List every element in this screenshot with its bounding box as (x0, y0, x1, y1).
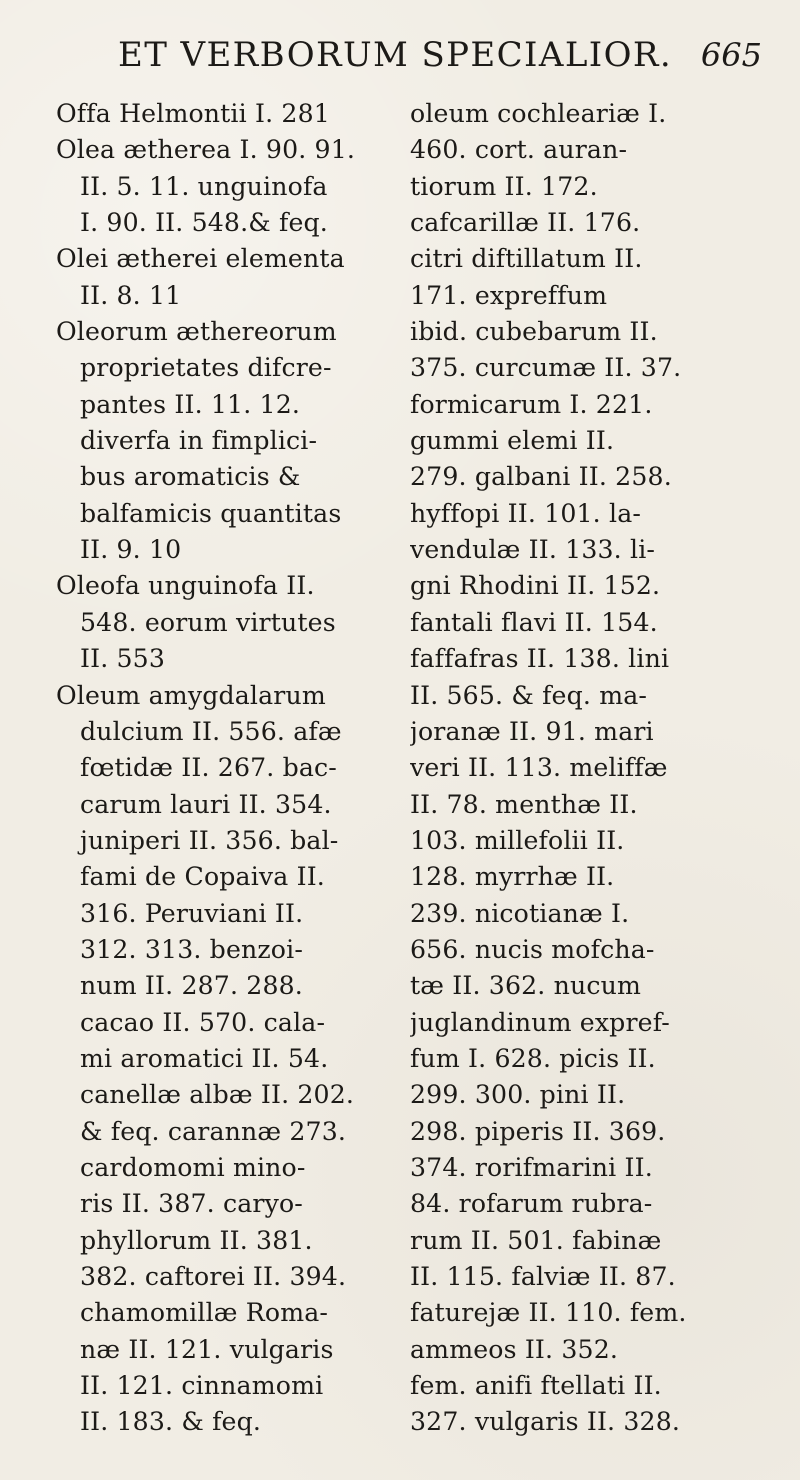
right-index-line: vendulæ II. 133. li- (410, 535, 656, 565)
right-index-line: oleum cochleariæ I. (410, 99, 667, 128)
left-index-line: phyllorum II. 381. (80, 1225, 313, 1255)
left-index-line: 312. 313. benzoi- (80, 934, 303, 964)
right-index-line: citri diftillatum II. (410, 244, 643, 274)
right-index-line: hyffopi II. 101. la- (410, 498, 642, 528)
left-index-line: balfamicis quantitas (80, 498, 342, 528)
right-index-line: ammeos II. 352. (410, 1334, 619, 1364)
left-index-line: II. 8. 11 (80, 280, 182, 310)
left-index-column (56, 96, 388, 1441)
left-index-line: dulcium II. 556. afæ (80, 716, 342, 746)
right-index-line: fem. anifi ftellati II. (410, 1371, 662, 1401)
left-index-line: juniperi II. 356. bal- (80, 825, 339, 855)
left-index-line: Oleum amygdalarum (56, 680, 326, 710)
right-index-line: II. 115. falviæ II. 87. (410, 1262, 676, 1291)
right-index-line: rum II. 501. fabinæ (410, 1225, 662, 1255)
left-index-line: proprietates difcre- (80, 353, 332, 383)
left-index-line: pantes II. 11. 12. (80, 389, 301, 419)
left-index-line: næ II. 121. vulgaris (80, 1334, 334, 1364)
left-index-line: num II. 287. 288. (80, 971, 303, 1001)
right-index-line: veri II. 113. meliffæ (410, 753, 668, 783)
right-index-line: tiorum II. 172. (410, 171, 598, 201)
running-title: ET VERBORUM SPECIALIOR. (118, 35, 673, 75)
left-index-line: bus aromaticis & (80, 462, 301, 492)
left-index-line: 382. caftorei II. 394. (80, 1262, 347, 1291)
right-index-line: 656. nucis mofcha- (410, 934, 655, 964)
left-index-line: II. 5. 11. unguinofa (80, 171, 328, 201)
right-index-line: tæ II. 362. nucum (410, 971, 642, 1001)
left-index-line: I. 90. II. 548.& feq. (80, 208, 328, 238)
left-index-line: fœtidæ II. 267. bac- (80, 753, 337, 783)
right-index-line: joranæ II. 91. mari (410, 716, 654, 746)
left-index-line: 316. Peruviani II. (80, 898, 304, 928)
left-index-line: chamomillæ Roma- (80, 1298, 329, 1328)
right-index-line: 327. vulgaris II. 328. (410, 1407, 681, 1437)
left-index-line: mi aromatici II. 54. (80, 1043, 329, 1073)
left-index-line: II. 183. & feq. (80, 1407, 262, 1437)
left-index-line: Oleofa unguinofa II. (56, 571, 315, 601)
left-index-line: Offa Helmontii I. 281 (56, 99, 330, 128)
left-index-line: diverfa in fimplici- (80, 426, 318, 456)
left-index-line: II. 553 (80, 644, 166, 674)
right-index-line: 279. galbani II. 258. (410, 462, 672, 492)
left-index-line: carum lauri II. 354. (80, 789, 332, 819)
right-index-line: gummi elemi II. (410, 426, 615, 456)
right-index-line: 128. myrrhæ II. (410, 862, 615, 892)
left-index-line: II. 121. cinnamomi (80, 1371, 324, 1401)
right-index-line: fum I. 628. picis II. (410, 1043, 656, 1073)
page-header (0, 35, 800, 98)
left-index-line: & feq. carannæ 273. (80, 1116, 347, 1146)
right-index-line: cafcarillæ II. 176. (410, 208, 641, 238)
right-index-line: faturejæ II. 110. fem. (410, 1298, 687, 1328)
right-index-line: gni Rhodini II. 152. (410, 571, 661, 601)
right-index-line: 103. millefolii II. (410, 825, 625, 855)
left-index-line: 548. eorum virtutes (80, 607, 336, 637)
right-index-line: 84. rofarum rubra- (410, 1189, 653, 1219)
right-index-line: juglandinum expref- (410, 1007, 670, 1037)
left-index-line: Olea ætherea I. 90. 91. (56, 135, 356, 165)
right-index-line: formicarum I. 221. (410, 389, 653, 419)
left-index-line: Olei ætherei elementa (56, 244, 345, 274)
right-index-line: 460. cort. auran- (410, 135, 628, 165)
right-index-line: faffafras II. 138. lini (410, 644, 670, 674)
left-index-line: canellæ albæ II. 202. (80, 1080, 355, 1110)
right-index-line: 171. expreffum (410, 280, 608, 310)
left-index-line: Oleorum æthereorum (56, 317, 337, 347)
right-index-line: 298. piperis II. 369. (410, 1116, 666, 1146)
left-index-line: fami de Copaiva II. (80, 862, 325, 892)
right-index-line: II. 78. menthæ II. (410, 789, 638, 819)
left-index-line: cacao II. 570. cala- (80, 1007, 326, 1037)
left-index-line: ris II. 387. caryo- (80, 1189, 303, 1219)
right-index-line: 375. curcumæ II. 37. (410, 353, 682, 383)
index-columns (56, 96, 762, 1441)
right-index-line: 299. 300. pini II. (410, 1080, 626, 1110)
right-index-line: fantali flavi II. 154. (410, 607, 658, 637)
right-index-line: II. 565. & feq. ma- (410, 680, 648, 710)
left-index-line: cardomomi mino- (80, 1152, 306, 1182)
left-index-line: II. 9. 10 (80, 535, 182, 565)
right-index-line: 374. rorifmarini II. (410, 1152, 653, 1182)
right-index-line: 239. nicotianæ I. (410, 898, 630, 928)
page-number: 665 (700, 36, 762, 74)
right-index-line: ibid. cubebarum II. (410, 317, 658, 347)
right-index-column (410, 96, 762, 1441)
